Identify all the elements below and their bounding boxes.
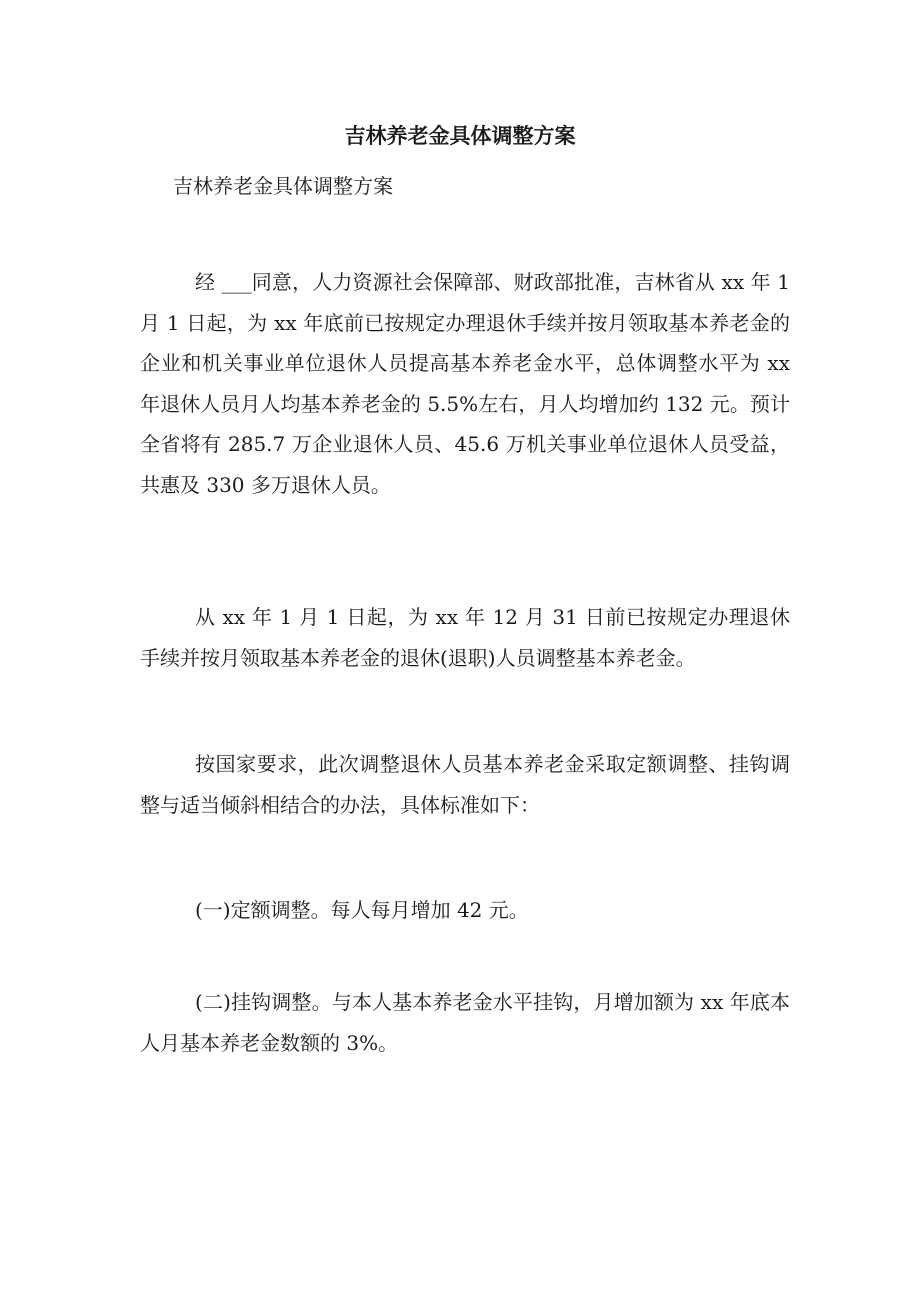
paragraph-linked-adjustment: (二)挂钩调整。与本人基本养老金水平挂钩，月增加额为 xx 年底本人月基本养老金数额的 3%。: [140, 990, 790, 1055]
document-subtitle: 吉林养老金具体调整方案: [173, 174, 393, 198]
paragraph-adjustment-method: 按国家要求，此次调整退休人员基本养老金采取定额调整、挂钩调整与适当倾斜相结合的办法，具体标准如下：: [140, 752, 790, 817]
document-title: 吉林养老金具体调整方案: [344, 123, 576, 148]
paragraph-fixed-adjustment: (一)定额调整。每人每月增加 42 元。: [195, 898, 529, 922]
paragraph-adjustment-overview: 经 ___同意，人力资源社会保障部、财政部批准，吉林省从 xx 年 1 月 1 日起，为 xx 年底前已按规定办理退休手续并按月领取基本养老金的企业和机关事业单位退休人员提高基本养老金水平，总体调整水平为 xx 年退休人员月人均基本养老金的 5.5%左右，月人均增加约 132 元。预计全省将有 285.7 万企业退休人员、45.6 万机关事业单位退休人员受益，共惠及 330 多万退休人员。: [140, 270, 790, 497]
paragraph-effective-date: 从 xx 年 1 月 1 日起，为 xx 年 12 月 31 日前已按规定办理退休手续并按月领取基本养老金的退休(退职)人员调整基本养老金。: [140, 605, 790, 670]
